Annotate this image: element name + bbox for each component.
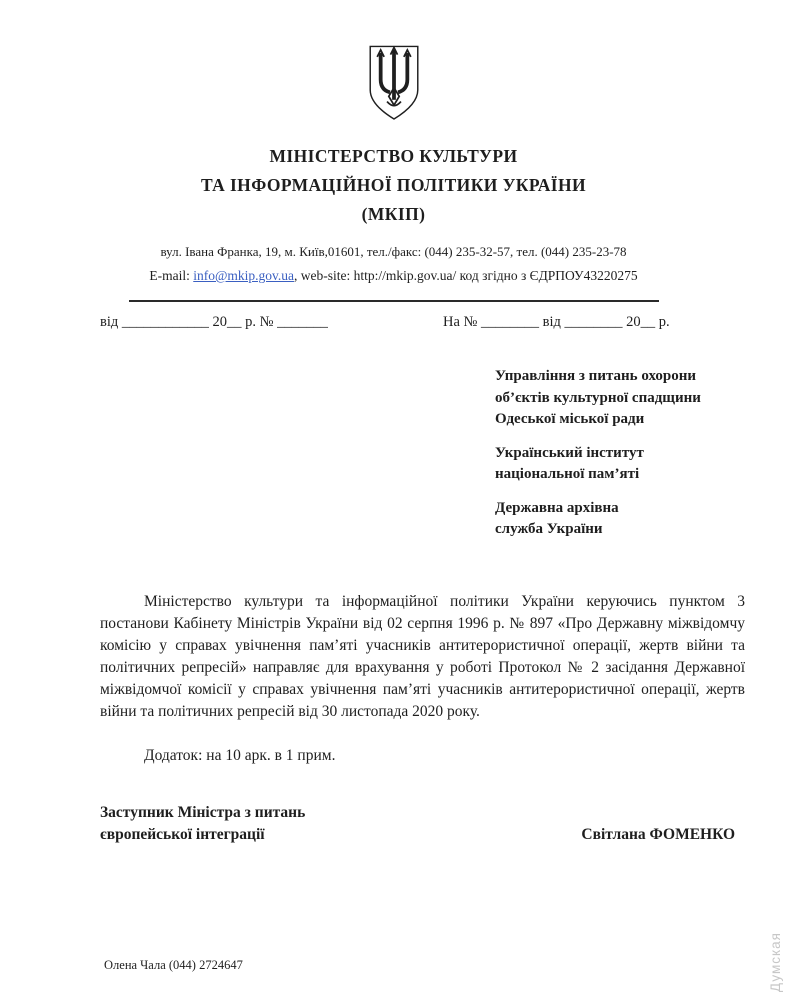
recipient-line: об’єктів культурної спадщини	[495, 389, 701, 406]
email-link[interactable]: info@mkip.gov.ua	[193, 268, 295, 283]
recipient-line: Одеської міської ради	[495, 411, 645, 427]
signer-position-line2: європейської інтеграції	[100, 826, 265, 843]
address-line: вул. Івана Франка, 19, м. Київ,01601, тел./факс: (044) 235-32-57, тел. (044) 235-23-78	[160, 244, 627, 259]
ministry-name-line1: МІНІСТЕРСТВО КУЛЬТУРИ	[269, 146, 518, 166]
incoming-reference-blank: На № ________ від ________ 20__ р.	[443, 314, 670, 330]
reference-row	[0, 314, 787, 336]
attachment-note: Додаток: на 10 арк. в 1 прим.	[144, 746, 336, 764]
ukraine-trident-emblem	[365, 44, 423, 122]
recipient-national-memory-institute	[495, 443, 745, 486]
recipient-line: Управління з питань охорони	[495, 368, 697, 384]
signer-position	[100, 802, 305, 846]
recipients-block	[495, 366, 745, 541]
recipient-line: служба України	[495, 521, 603, 537]
ministry-name-line2: ТА ІНФОРМАЦІЙНОЇ ПОЛІТИКИ УКРАЇНИ	[200, 175, 587, 195]
outgoing-reference-blank: від ____________ 20__ р. № _______	[100, 314, 328, 330]
recipient-line: Державна архівна	[495, 499, 619, 516]
recipient-line: національної пам’яті	[495, 466, 640, 482]
executor-contact: Олена Чала (044) 2724647	[104, 958, 243, 972]
recipient-odesa-heritage-office	[495, 366, 745, 431]
website-text: , web-site: http://mkip.gov.ua/ код згідно з ЄДРПОУ43220275	[294, 268, 638, 283]
signature-block	[100, 802, 735, 846]
body-paragraph: Міністерство культури та інформаційної політики України керуючись пунктом 3 постанови Кабінету Міністрів України від 02 серпня 1996 р. № 897 «Про Державну міжвідомчу комісію у справах увічнення пам’яті учасників антитерористичної операції, жертв війни та політичних репресій» направляє для врахування у роботі Протокол № 2 засідання Державної міжвідомчої комісії у справах увічнення пам’яті учасників антитерористичної операції, жертв війни та політичних репресій від 30 листопада 2020 року.	[100, 592, 745, 720]
email-label: E-mail:	[149, 268, 194, 283]
email-website-line	[0, 268, 787, 284]
recipient-line: Український інститут	[495, 444, 644, 461]
signer-position-line1: Заступник Міністра з питань	[100, 804, 306, 821]
recipient-state-archival-service	[495, 498, 745, 541]
watermark-dumskaya: Думская	[768, 931, 783, 992]
letterhead-divider	[129, 300, 659, 302]
ministry-abbreviation: (МКІП)	[361, 204, 426, 224]
signer-name: Світлана ФОМЕНКО	[581, 826, 735, 843]
letterhead	[0, 0, 787, 302]
